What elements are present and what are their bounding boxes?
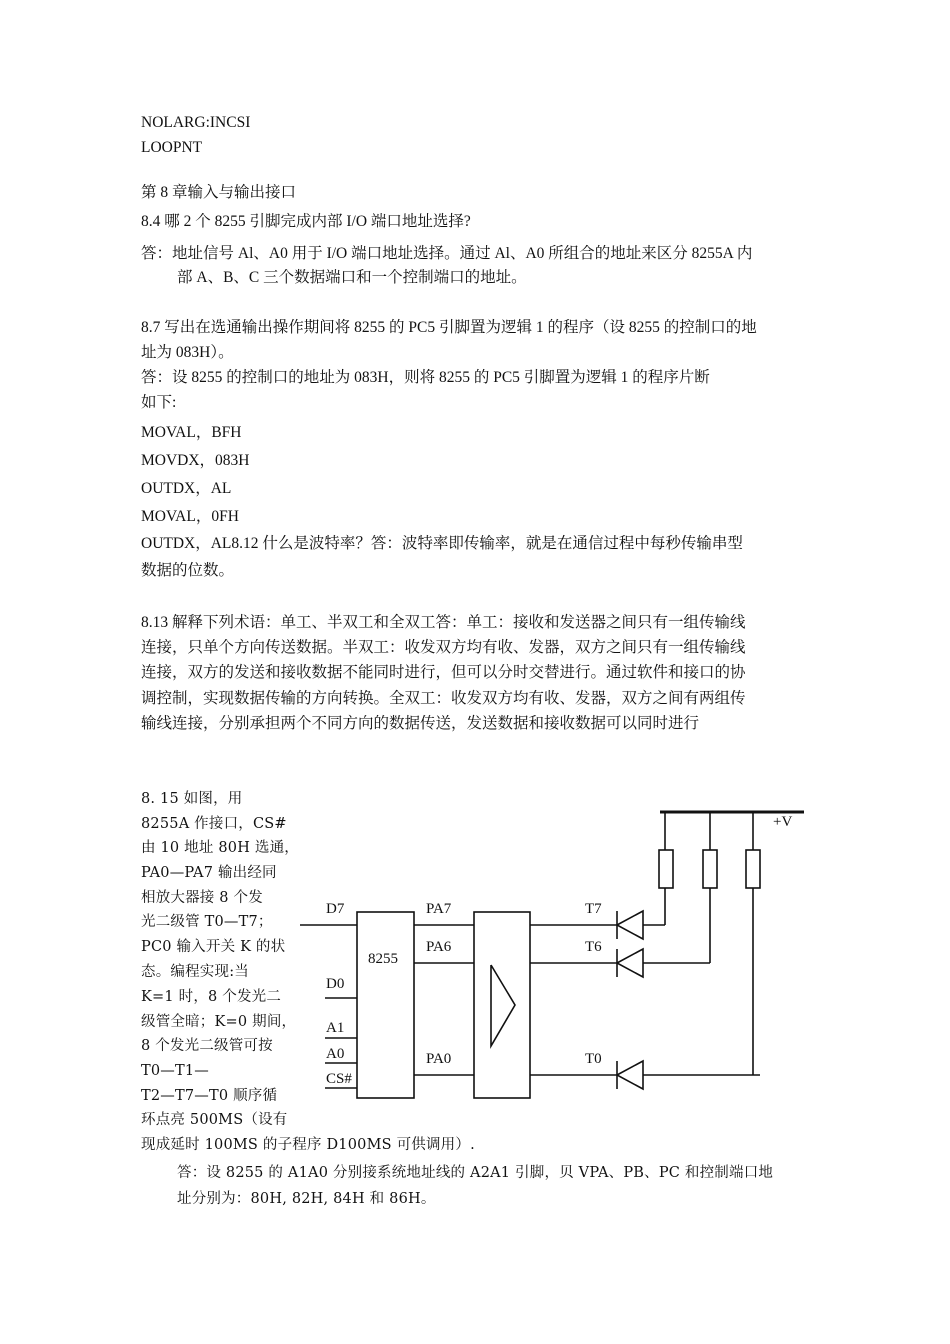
- question-8-15-line: 环点亮 500MS（设有: [141, 1112, 288, 1128]
- answer-8-13-line: 连接，只单个方向传送数据。半双工：收发双方均有收、发器，双方之间只有一组传输线: [141, 639, 746, 656]
- pin-label-cs: CS#: [326, 1071, 352, 1087]
- answer-8-4-line: 答：地址信号 Al、A0 用于 I/O 端口地址选择。通过 Al、A0 所组合的地址来区分 8255A 内: [141, 245, 753, 262]
- question-8-15-line: 8255A 作接口，CS#: [141, 816, 287, 832]
- question-8-15-line: T0—T1—: [141, 1063, 209, 1079]
- pin-label-pa6: PA6: [426, 939, 452, 955]
- chip-8255-box: [357, 912, 414, 1098]
- question-8-7-line: 8.7 写出在选通输出操作期间将 8255 的 PC5 引脚置为逻辑 1 的程序（设 8255 的控制口的地: [141, 319, 757, 336]
- question-8-15-line: 相放大器接 8 个发: [141, 890, 263, 906]
- question-8-15-line: 态。编程实现:当: [141, 964, 249, 980]
- buffer-amplifier-box: [474, 912, 530, 1098]
- resistor-icon: [703, 850, 717, 888]
- question-8-15-line: PA0—PA7 输出经同: [141, 865, 277, 881]
- question-8-7-line: 址为 083H）。: [141, 344, 234, 361]
- question-8-4: 8.4 哪 2 个 8255 引脚完成内部 I/O 端口地址选择?: [141, 213, 471, 230]
- pin-label-pa7: PA7: [426, 901, 452, 917]
- question-8-15-line: 级管全暗；K=0 期间，: [141, 1014, 297, 1030]
- code-line: OUTDX，AL: [141, 480, 232, 497]
- led-label-t6: T6: [585, 939, 602, 955]
- amplifier-triangle-icon: [491, 965, 515, 1046]
- question-8-15-line: 现成延时 100MS 的子程序 D100MS 可供调用）.: [141, 1137, 475, 1153]
- led-t7-icon: [617, 911, 643, 939]
- resistor-icon: [659, 850, 673, 888]
- answer-8-15-line: 址分别为：80H, 82H, 84H 和 86H。: [177, 1191, 436, 1207]
- pin-label-pa0: PA0: [426, 1051, 452, 1067]
- code-line: MOVAL，BFH: [141, 424, 242, 441]
- led-t0-icon: [617, 1061, 643, 1089]
- code-line: MOVAL，0FH: [141, 508, 239, 525]
- supply-label: +V: [773, 814, 793, 830]
- question-8-15-line: 8. 15 如图，用: [141, 791, 243, 807]
- led-label-t0: T0: [585, 1051, 602, 1067]
- answer-8-13-line: 连接，双方的发送和接收数据不能同时进行，但可以分时交替进行。通过软件和接口的协: [141, 664, 746, 681]
- answer-8-12-line: 数据的位数。: [141, 562, 235, 579]
- answer-8-7-line: 答：设 8255 的控制口的地址为 083H，则将 8255 的 PC5 引脚置为逻辑 1 的程序片断: [141, 369, 710, 386]
- pin-label-a0: A0: [326, 1046, 345, 1062]
- led-t6-icon: [617, 949, 643, 977]
- code-line: OUTDX，AL8.12 什么是波特率？答：波特率即传输率，就是在通信过程中每秒传输串型: [141, 535, 743, 552]
- question-8-15-line: K=1 时，8 个发光二: [141, 989, 282, 1005]
- answer-8-15-line: 答：设 8255 的 A1A0 分别接系统地址线的 A2A1 引脚，贝 VPA、PB、PC 和控制端口地: [177, 1165, 774, 1181]
- answer-8-13-line: 输线连接，分别承担两个不同方向的数据传送，发送数据和接收数据可以同时进行: [141, 715, 700, 732]
- answer-8-13-line: 调控制，实现数据传输的方向转换。全双工：收发双方均有收、发器，双方之间有两组传: [141, 690, 746, 707]
- code-line: MOVDX，083H: [141, 452, 250, 469]
- code-line: LOOPNT: [141, 139, 203, 156]
- code-line: NOLARG:INCSI: [141, 114, 251, 131]
- question-8-15-line: 由 10 地址 80H 选通，: [141, 840, 299, 856]
- answer-8-4-line: 部 A、B、C 三个数据端口和一个控制端口的地址。: [177, 269, 527, 286]
- question-8-15-line: PC0 输入开关 K 的状: [141, 939, 286, 955]
- answer-8-13-line: 8.13 解释下列术语：单工、半双工和全双工答：单工：接收和发送器之间只有一组传输线: [141, 614, 746, 631]
- pin-label-d7: D7: [326, 901, 345, 917]
- pin-label-d0: D0: [326, 976, 345, 992]
- chapter-title: 第 8 章输入与输出接口: [141, 184, 297, 201]
- chip-label: 8255: [368, 951, 398, 967]
- question-8-15-line: T2—T7—T0 顺序循: [141, 1088, 278, 1104]
- pin-label-a1: A1: [326, 1020, 345, 1036]
- question-8-15-line: 8 个发光二级管可按: [141, 1038, 273, 1054]
- question-8-15-line: 光二级管 T0—T7；: [141, 914, 273, 930]
- resistor-icon: [746, 850, 760, 888]
- led-label-t7: T7: [585, 901, 602, 917]
- answer-8-7-line: 如下:: [141, 394, 177, 411]
